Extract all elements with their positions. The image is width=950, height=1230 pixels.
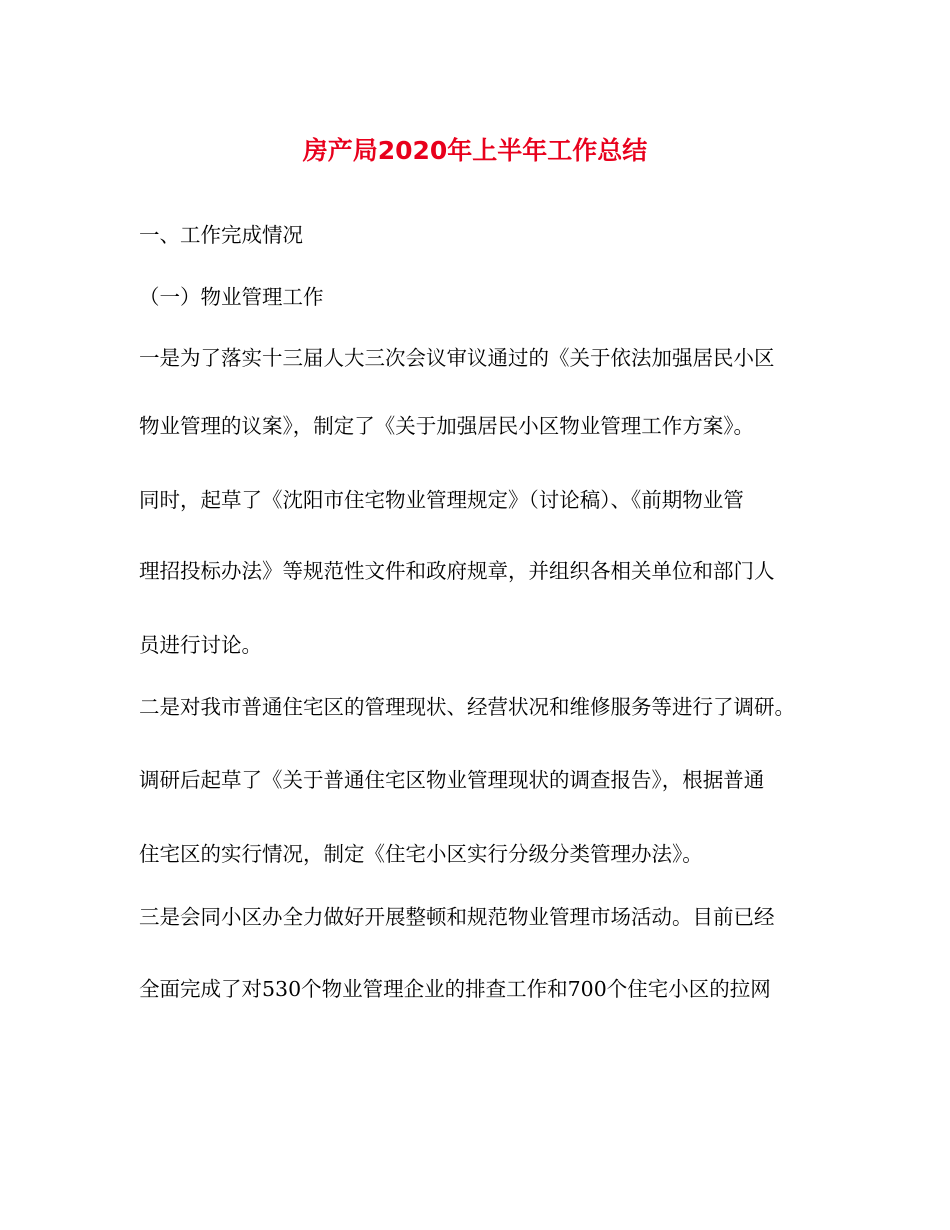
paragraph-line: 三是会同小区办全力做好开展整顿和规范物业管理市场活动。目前已经: [139, 905, 775, 929]
subsection-heading: （一）物业管理工作: [139, 285, 324, 309]
section-heading: 一、工作完成情况: [139, 223, 303, 247]
paragraph-line: 一是为了落实十三届人大三次会议审议通过的《关于依法加强居民小区: [139, 346, 775, 370]
document-title: 房产局2020年上半年工作总结: [302, 136, 648, 165]
paragraph-line: 物业管理的议案》，制定了《关于加强居民小区物业管理工作方案》。: [139, 414, 754, 438]
paragraph-line: 同时，起草了《沈阳市住宅物业管理规定》（讨论稿）、《前期物业管: [139, 488, 744, 512]
paragraph-line: 理招投标办法》等规范性文件和政府规章，并组织各相关单位和部门人: [139, 559, 775, 583]
paragraph-line: 员进行讨论。: [139, 633, 262, 657]
paragraph-line: 二是对我市普通住宅区的管理现状、经营状况和维修服务等进行了调研。: [139, 695, 795, 719]
paragraph-line: 全面完成了对530个物业管理企业的排查工作和700个住宅小区的拉网: [139, 977, 771, 1001]
paragraph-line: 住宅区的实行情况，制定《住宅小区实行分级分类管理办法》。: [139, 842, 703, 866]
paragraph-line: 调研后起草了《关于普通住宅区物业管理现状的调查报告》，根据普通: [139, 768, 765, 792]
